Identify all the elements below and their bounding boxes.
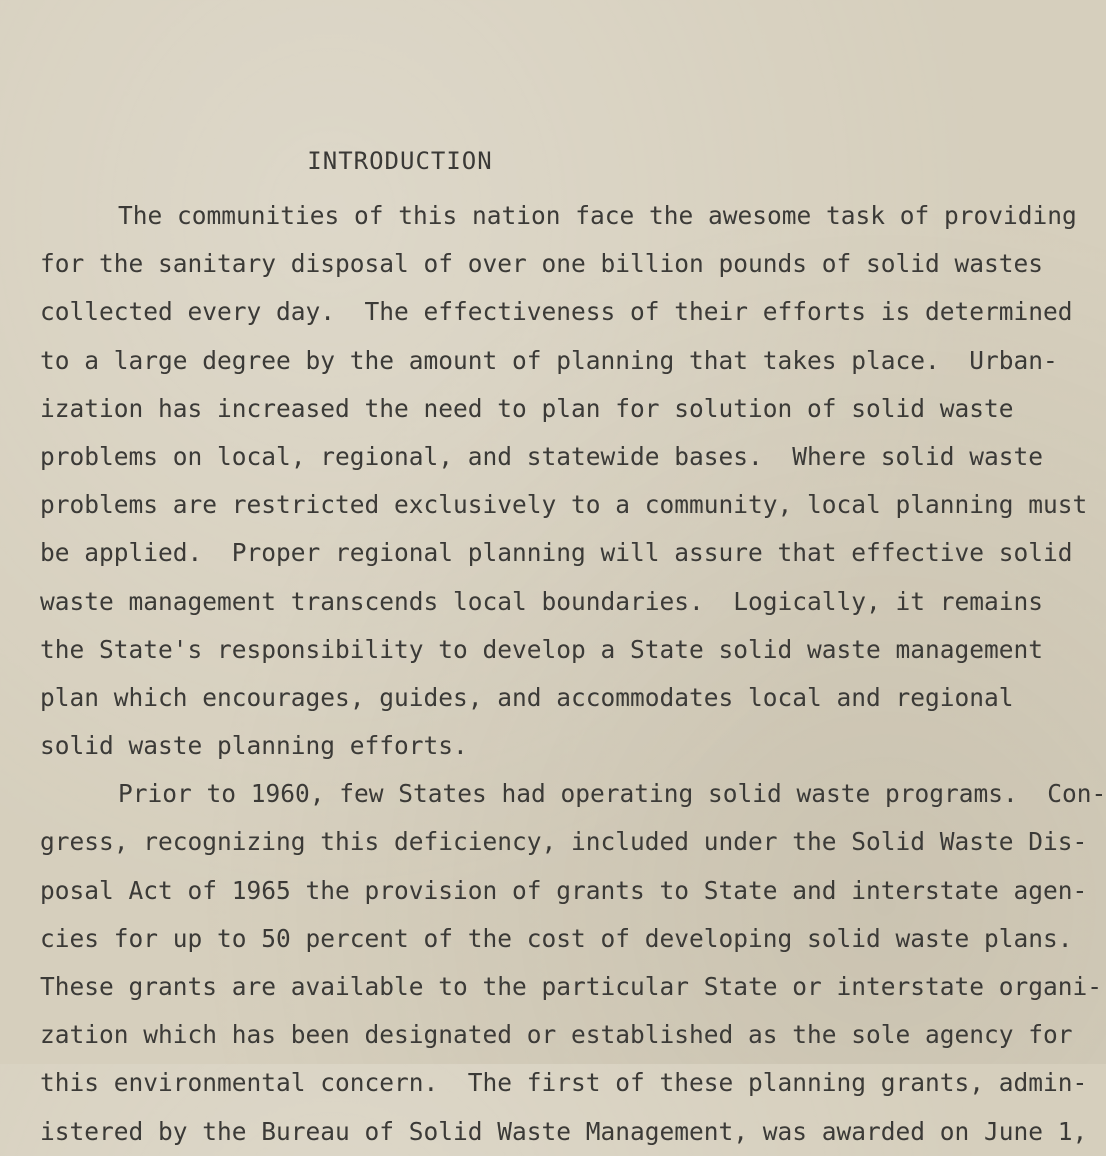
paragraph-1	[40, 192, 1088, 770]
text-line: this environmental concern. The first of these planning grants, admin-	[40, 1068, 1088, 1098]
text-line: for the sanitary disposal of over one billion pounds of solid wastes	[40, 249, 1044, 279]
text-line: be applied. Proper regional planning will assure that effective solid	[40, 538, 1073, 568]
text-line: cies for up to 50 percent of the cost of developing solid waste plans.	[40, 923, 1073, 953]
text-line: zation which has been designated or established as the sole agency for	[40, 1020, 1073, 1050]
text-line: the State's responsibility to develop a State solid waste management	[40, 634, 1044, 664]
text-line: ization has increased the need to plan for solution of solid waste	[40, 393, 1014, 423]
text-line: to a large degree by the amount of planning that takes place. Urban-	[40, 345, 1058, 375]
text-line: posal Act of 1965 the provision of grants to State and interstate agen-	[40, 875, 1088, 905]
text-line: problems are restricted exclusively to a community, local planning must	[40, 490, 1088, 520]
text-line: The communities of this nation face the awesome task of providing	[118, 201, 1077, 230]
text-line: These grants are available to the particular State or interstate organi-	[40, 972, 1103, 1001]
text-line: solid waste planning efforts.	[40, 731, 468, 761]
text-line: waste management transcends local boundaries. Logically, it remains	[40, 586, 1044, 616]
text-line: plan which encourages, guides, and accommodates local and regional	[40, 682, 1014, 712]
body-text	[40, 192, 1106, 1156]
text-line: problems on local, regional, and statewide bases. Where solid waste	[40, 441, 1044, 471]
text-line: Prior to 1960, few States had operating solid waste programs. Con-	[118, 779, 1106, 809]
page-title: INTRODUCTION	[307, 147, 493, 175]
text-line: collected every day. The effectiveness of their efforts is determined	[40, 297, 1073, 327]
paragraph-2	[40, 770, 1106, 1156]
text-line: gress, recognizing this deficiency, included under the Solid Waste Dis-	[40, 827, 1088, 857]
text-line: istered by the Bureau of Solid Waste Management, was awarded on June 1,	[40, 1116, 1088, 1146]
